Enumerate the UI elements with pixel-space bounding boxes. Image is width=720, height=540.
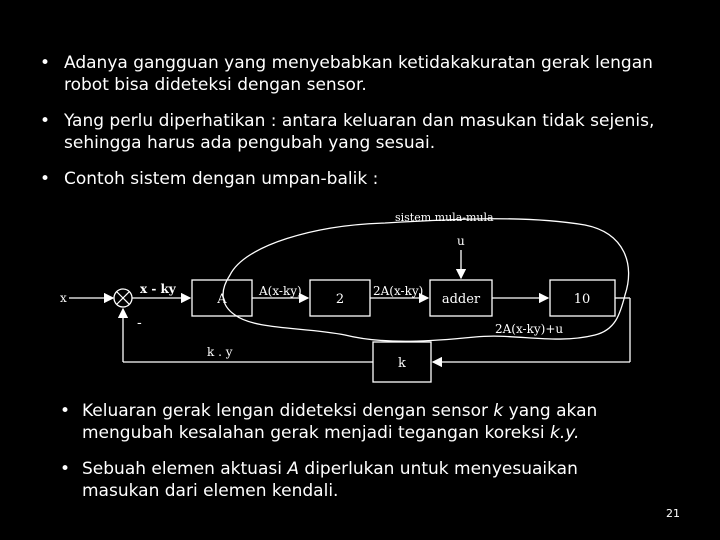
sub-bullet-2-a: A [287,459,299,479]
bullet-list [28,52,668,204]
sub-bullet-list [58,400,658,516]
bullet-2: • Yang perlu diperhatikan : antara keluaran dan masukan tidak sejenis, sehingga harus ada pengubah yang sesuai. [28,110,668,154]
sub-bullet-2-text-b: diperlukan untuk menyesuaikan masukan dari elemen kendali. [82,459,578,501]
input-x-label: x [60,291,67,305]
block-2-label: 2 [335,292,345,307]
page-number: 21 [666,507,680,520]
sub-bullet-1-text-a: Keluaran gerak lengan dideteksi dengan sensor [82,401,494,421]
adder-label: adder [441,292,481,307]
sub-bullet-2-text-a: Sebuah elemen aktuasi [82,459,288,479]
cloud-label: sistem mula-mula [395,211,494,224]
sub-bullet-1-ky: k.y. [550,423,580,443]
error-label: x - ky [140,282,176,296]
disturbance-u-label: u [457,234,465,248]
bullet-1: • Adanya gangguan yang menyebabkan ketidakakuratan gerak lengan robot bisa dideteksi dengan sensor. [28,52,668,96]
block-10-label: 10 [573,292,591,307]
feedback-block-diagram [55,205,655,385]
sub-bullet-2 [58,458,658,502]
a-output-label: A(x-ky) [259,284,302,298]
feedback-label: k . y [207,345,233,359]
block-k-label: k [398,356,406,371]
two-output-label: 2A(x-ky) [373,284,424,298]
minus-sign: - [137,315,142,331]
sub-bullet-1-text-b: yang akan mengubah kesalahan gerak menjadi tegangan koreksi [82,401,598,443]
block-a-label: A [217,292,227,307]
summing-junction [114,289,132,307]
sub-bullet-1 [58,400,658,444]
sub-bullet-1-k: k [493,401,504,421]
adder-output-label: 2A(x-ky)+u [495,322,564,336]
bullet-3: • Contoh sistem dengan umpan-balik : [28,168,668,190]
